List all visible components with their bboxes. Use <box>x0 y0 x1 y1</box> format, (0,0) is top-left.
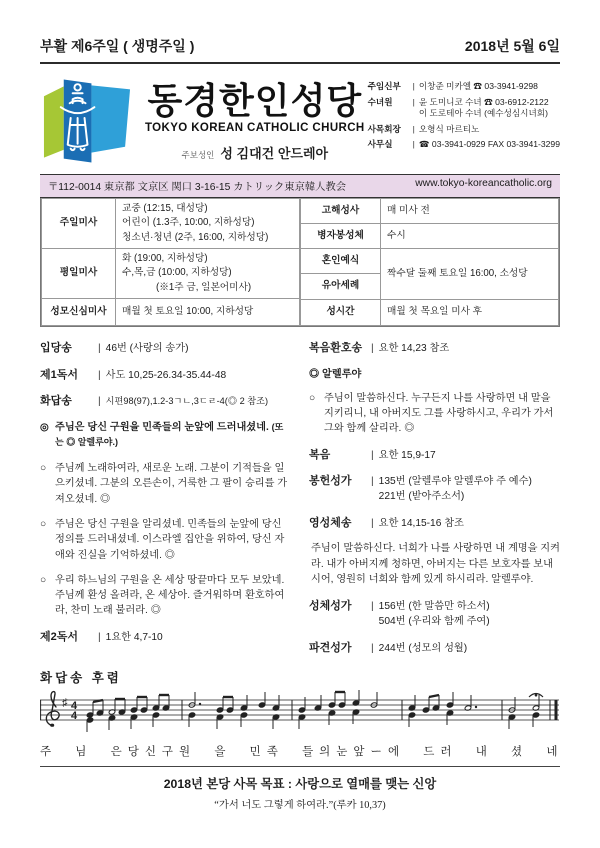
svg-text:4: 4 <box>71 700 78 713</box>
contact-value: 윤 도미니코 수녀 ☎ 03-6912-2122 <box>418 96 549 107</box>
table-row <box>42 199 300 249</box>
contact-row-pastor <box>368 81 560 93</box>
contact-info <box>368 78 560 166</box>
contact-label: 사무실 <box>367 139 393 150</box>
schedule-value: 매월 첫 목요일 미사 후 <box>381 300 559 326</box>
contact-row-council-chair <box>368 124 560 136</box>
communion-antiphon: 영성체송 | 요한 14,15-16 참조 <box>309 515 560 532</box>
alleluia-line: ◎ 알렐루야 <box>309 368 362 380</box>
pastoral-goal-verse: “가서 너도 그렇게 하여라.”(루카 10,37) <box>214 800 386 812</box>
music-staff <box>40 688 560 745</box>
first-reading: 제1독서 | 사도 10,25-26.34-35.44-48 <box>40 367 291 384</box>
schedule-value: 짝수달 둘째 토요일 16:00, 소성당 <box>381 249 559 300</box>
church-name-block <box>142 78 368 166</box>
schedule-value: 매월 첫 토요일 10:00, 지하성당 <box>116 299 300 326</box>
pastoral-goal: 2018년 본당 사목 목표 : 사랑으로 열매를 맺는 신앙 <box>163 777 437 792</box>
contact-value: ☎ 03-3941-0929 FAX 03-3941-3299 <box>418 139 560 150</box>
liturgical-day-title: 부활 제6주일 ( 생명주일 ) <box>40 38 195 54</box>
responsorial-psalm: 화답송 | 시편98(97),1.2-3ㄱㄴ,3ㄷㄹ-4(◎ 2 참조) <box>40 393 291 410</box>
gospel-acclamation: 복음환호송 | 요한 14,23 참조 <box>309 340 560 357</box>
patron-label: 주보성인 <box>181 149 215 160</box>
schedule-label: 고해성사 <box>301 199 381 224</box>
header <box>40 36 560 64</box>
contact-label: 주임신부 <box>367 81 401 91</box>
church-logo-icon <box>40 78 134 166</box>
contact-row-office <box>368 139 560 151</box>
second-reading: 제2독서 | 1요한 4,7-10 <box>40 629 291 646</box>
music-lyrics: 주 님 은당신구원 을 민족 들의눈앞ー에 드러 내 셨 네 <box>40 746 564 759</box>
contact-label: 수녀원 <box>367 96 393 107</box>
liturgy-content <box>40 340 560 666</box>
schedule-value: 교중 (12:15, 대성당) 어린이 (1.3주, 10:00, 지하성당) 청소년·청년 (2주, 16:00, 지하성당) <box>116 199 300 249</box>
mass-schedule-table <box>40 198 560 327</box>
pastoral-goal-footer <box>40 766 560 811</box>
table-row <box>301 300 559 326</box>
gospel: 복음 | 요한 15,9-17 <box>309 447 560 464</box>
table-row <box>301 249 559 274</box>
communion-antiphon-text: 주님이 말씀하신다. 너희가 나를 사랑하면 내 계명을 지켜라. 내가 아버지께 청하면, 아버지는 다른 보호자를 보내시어, 영원히 너희와 함께 있게 하시리라. 알렐루야. <box>311 543 560 585</box>
address-bar <box>40 174 560 198</box>
table-row <box>42 299 300 326</box>
music-section-heading: 화답송 후렴 <box>40 671 122 686</box>
offertory-hymn: 봉헌성가 | 135번 (알렐루야 알렐루야 주 예수) 221번 (받아주소서) <box>309 473 560 505</box>
recessional-hymn: 파견성가 | 244번 (성모의 성월) <box>309 640 560 657</box>
acclamation-verse: ○ 주님이 말씀하신다. 누구든지 나를 사랑하면 내 말을 지키리니, 내 아버지도 그를 사랑하시고, 우리가 가서 그와 함께 살리라. ◎ <box>309 392 554 435</box>
psalm-verse-1: ○ 주님께 노래하여라, 새로운 노래. 그분이 기적들을 일으키셨네. 그분의 오른손이, 거룩한 그 팔이 승리를 가져오셨네. ◎ <box>40 463 288 505</box>
schedule-label: 성모신심미사 <box>42 299 116 326</box>
patron-name: 성 김대건 안드레아 <box>220 145 329 161</box>
church-address: 〒112-0014 東京都 文京区 関口 3-16-15 カトリック東京韓人教会 <box>48 182 347 193</box>
entrance-hymn: 입당송 | 46번 (사랑의 송가) <box>40 340 291 357</box>
schedule-label: 병자봉성체 <box>301 224 381 249</box>
patron-saint-line <box>142 143 368 163</box>
table-row <box>301 224 559 249</box>
contact-value-2: 이 도로테아 수녀 (예수성심시녀회) <box>418 108 548 119</box>
contact-value: 이창준 미카엘 ☎ 03-3941-9298 <box>418 81 538 91</box>
schedule-label: 평일미사 <box>42 249 116 299</box>
liturgy-right-column <box>309 340 560 666</box>
schedule-label: 성시간 <box>301 300 381 326</box>
contact-value: 오형식 마르티노 <box>418 123 480 134</box>
table-row <box>301 199 559 224</box>
church-name-english: TOKYO KOREAN CATHOLIC CHURCH <box>144 121 365 134</box>
masthead <box>40 78 560 166</box>
contact-row-convent <box>368 97 560 120</box>
psalm-verse-3: ○ 우리 하느님의 구원을 온 세상 땅끝마다 모두 보았네. 주님께 환성 올려라, 온 세상아. 즐거워하며 환호하여라, 찬미 노래 불러라. ◎ <box>40 574 285 617</box>
psalm-verse-2: ○ 주님은 당신 구원을 알리셨네. 민족들의 눈앞에 당신 정의를 드러내셨네. 이스라엘 집안을 위하여, 당신 자애와 진실을 기억하셨네. ◎ <box>40 518 285 561</box>
bulletin-date: 2018년 5월 6일 <box>464 38 560 54</box>
contact-label: 사목회장 <box>367 123 401 134</box>
communion-hymn: 성체성가 | 156번 (한 말씀만 하소서) 504번 (우리와 함께 주여) <box>309 598 560 630</box>
schedule-right <box>300 198 559 326</box>
schedule-label: 혼인예식 <box>301 249 381 274</box>
svg-text:♯: ♯ <box>62 697 68 710</box>
svg-text:4: 4 <box>71 710 78 723</box>
schedule-value: 매 미사 전 <box>381 199 559 224</box>
psalm-refrain: ◎ 주님은 당신 구원을 민족들의 눈앞에 드러내셨네. (또는 ◎ 알렐루야.) <box>40 421 284 447</box>
schedule-label: 주일미사 <box>42 199 116 249</box>
schedule-label: 유아세례 <box>301 274 381 300</box>
table-row <box>42 249 300 299</box>
schedule-left <box>41 198 300 326</box>
schedule-value: 수시 <box>381 224 559 249</box>
schedule-value: 화 (19:00, 지하성당) 수,목,금 (10:00, 지하성당) (※1주 금, 일본어미사) <box>116 249 300 299</box>
church-name-korean: 동경한인성당 <box>147 80 363 121</box>
liturgy-left-column <box>40 340 291 666</box>
church-website: www.tokyo-koreancatholic.org <box>415 178 552 189</box>
